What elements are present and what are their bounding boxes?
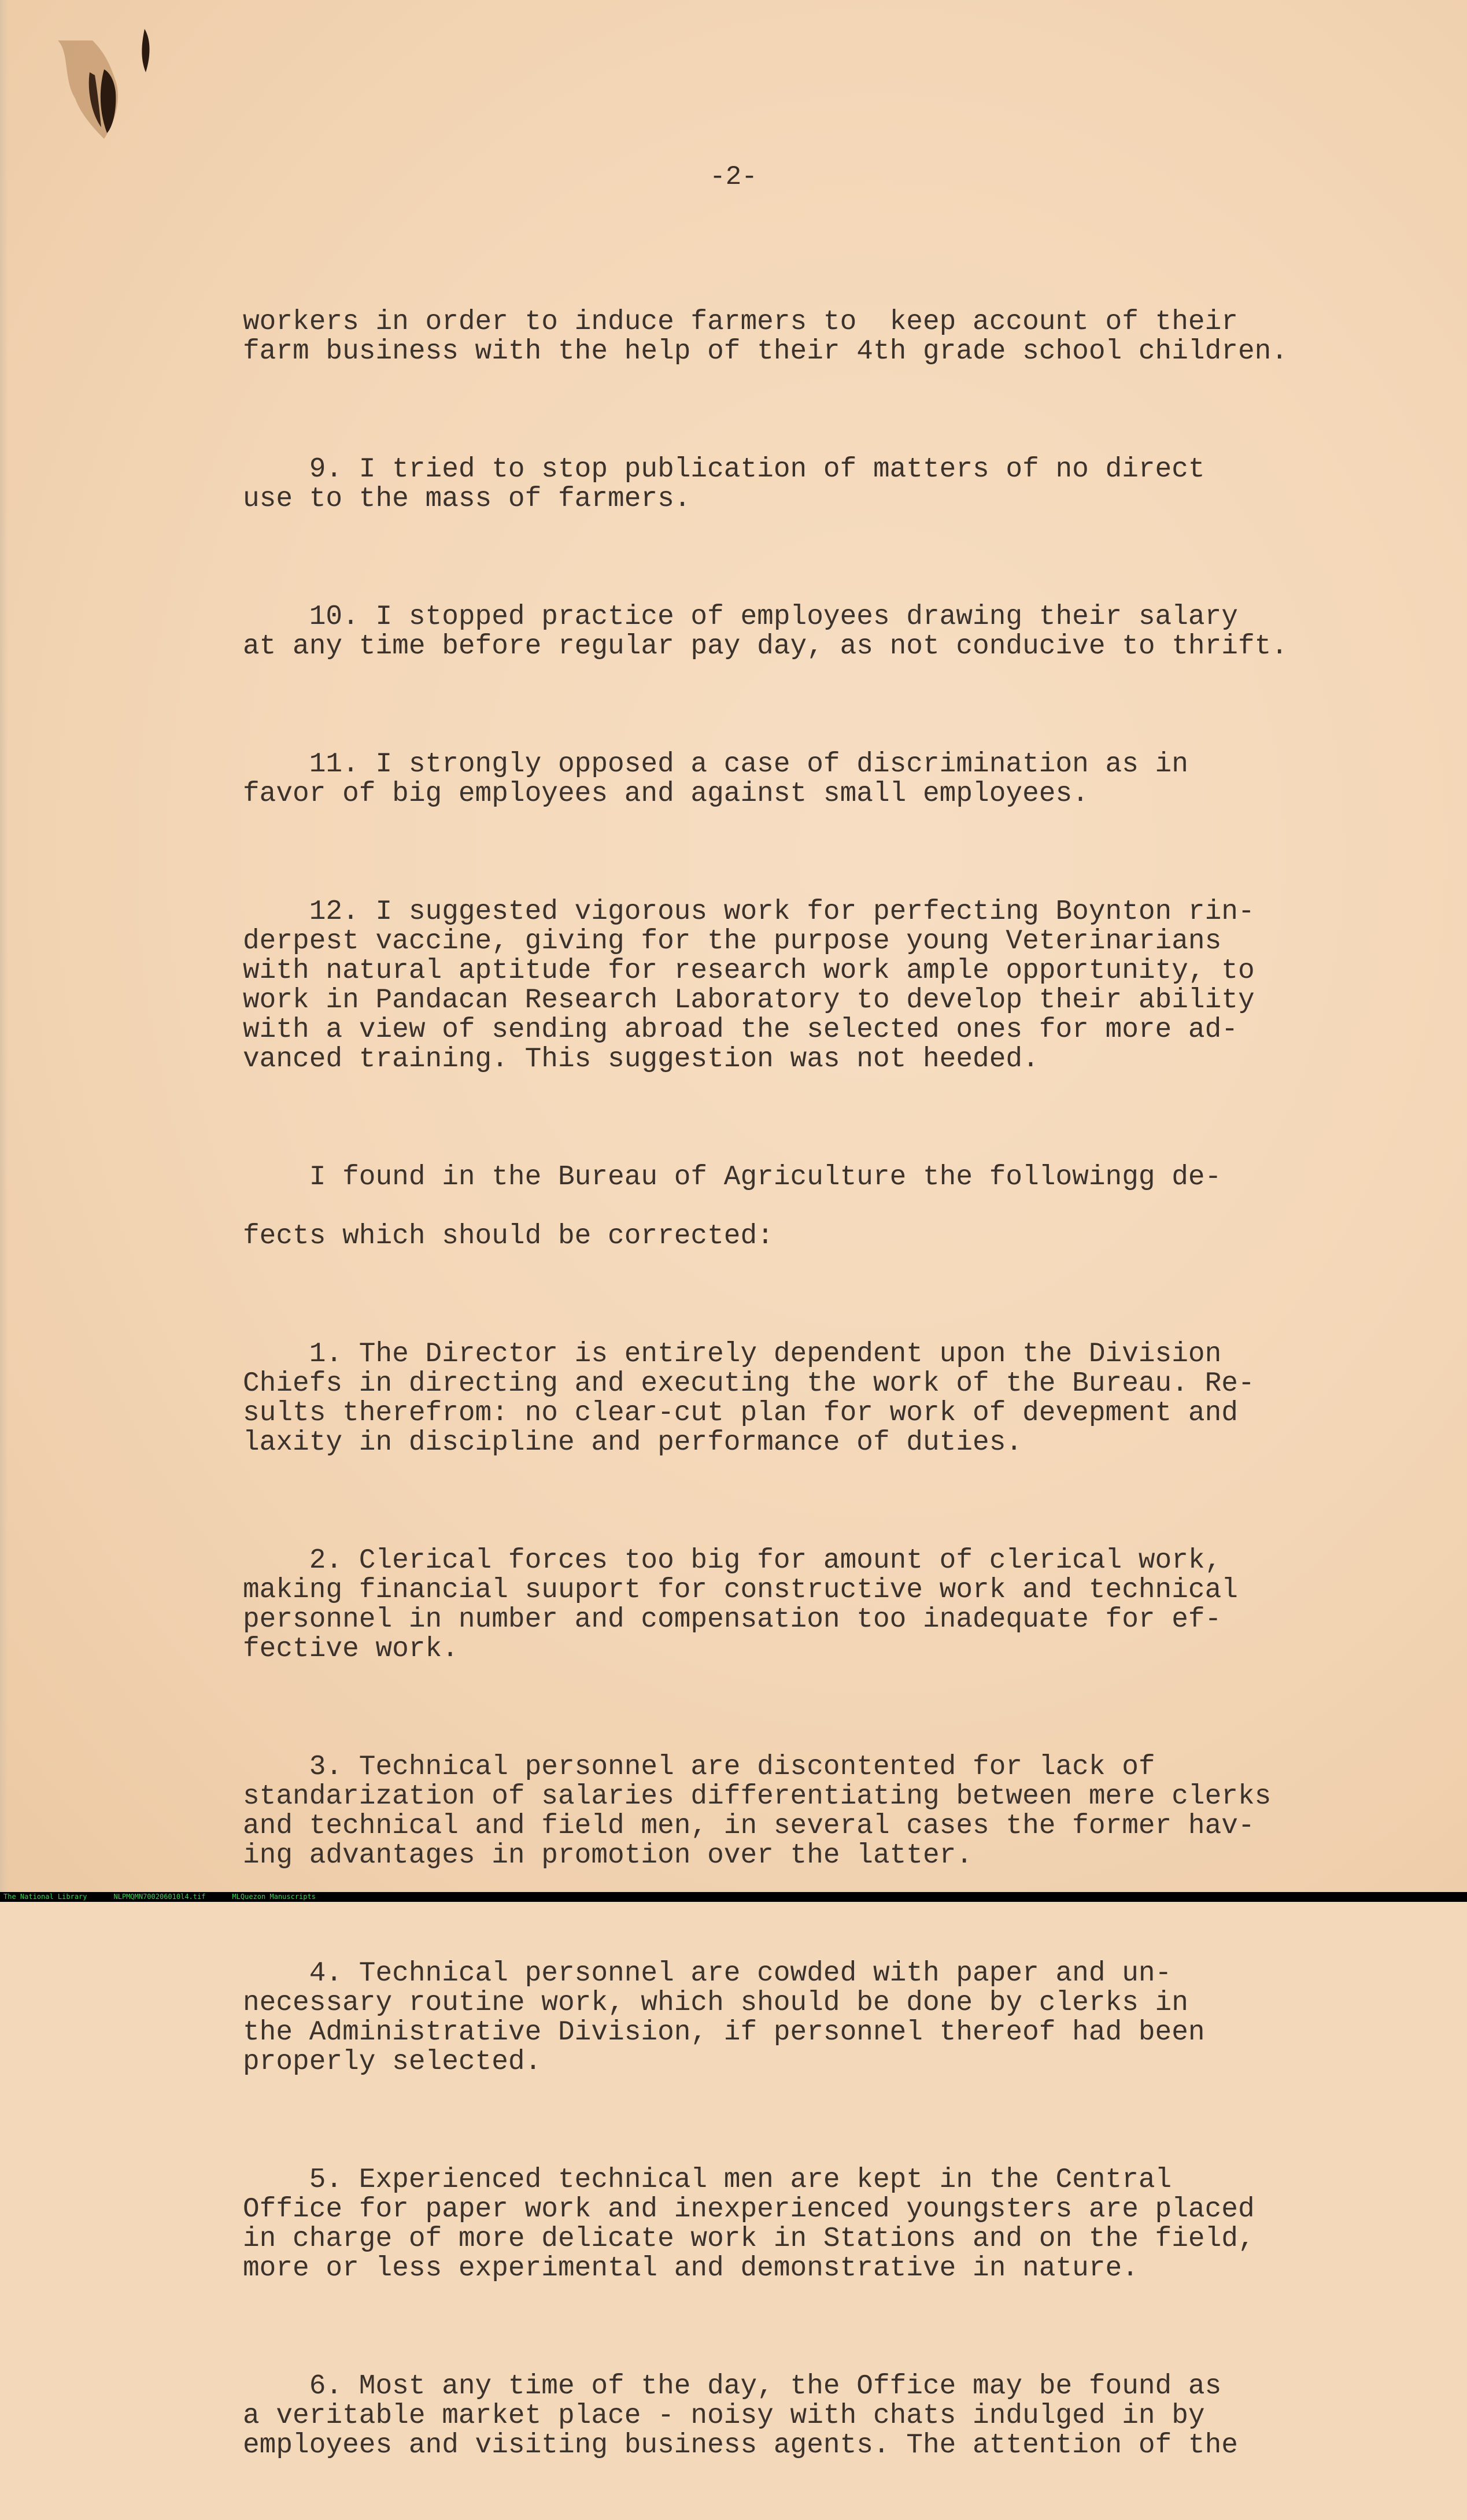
paragraph-item-10 (243, 603, 1370, 662)
text-line: in charge of more delicate work in Stations and on the field, (243, 2223, 1255, 2255)
text-line: fective work. (243, 1634, 459, 1665)
text-line: 1. The Director is entirely dependent upon the Division (243, 1339, 1222, 1370)
paragraph-defect-4 (243, 1959, 1370, 2077)
text-line: 5. Experienced technical men are kept in the Central (243, 2164, 1172, 2196)
text-line: with natural aptitude for research work ample opportunity, to (243, 955, 1255, 986)
text-line: work in Pandacan Research Laboratory to develop their ability (243, 985, 1255, 1016)
footer-file-id: NLPMQMN700206010l4.tif (113, 1893, 206, 1901)
text-line: workers in order to induce farmers to keep account of their (243, 306, 1238, 338)
text-line: 6. Most any time of the day, the Office may be found as (243, 2371, 1222, 2402)
paragraph-continuation (243, 308, 1370, 367)
text-line: properly selected. (243, 2046, 542, 2078)
text-line (243, 1192, 1370, 1222)
page-left-edge (0, 0, 8, 1892)
text-line: sults therefrom: no clear-cut plan for work of devepment and (243, 1398, 1238, 1429)
text-line: personnel in number and compensation too inadequate for ef- (243, 1604, 1222, 1635)
text-line: and technical and field men, in several cases the former hav- (243, 1810, 1255, 1842)
text-line: vanced training. This suggestion was not heeded. (243, 1044, 1039, 1075)
text-line: making financial suuport for constructive work and technical (243, 1575, 1238, 1606)
paragraph-defect-6 (243, 2372, 1370, 2460)
text-line: laxity in discipline and performance of duties. (243, 1427, 1023, 1458)
paragraph-item-9 (243, 455, 1370, 514)
text-line: 2. Clerical forces too big for amount of clerical work, (243, 1545, 1222, 1576)
text-line: 4. Technical personnel are cowded with paper and un- (243, 1958, 1172, 1989)
footer-library: The National Library (3, 1893, 87, 1901)
text-line: fects which should be corrected: (243, 1221, 774, 1252)
text-line: with a view of sending abroad the selected ones for more ad- (243, 1014, 1238, 1045)
footer-collection: MLQuezon Manuscripts (232, 1893, 316, 1901)
paragraph-defect-3 (243, 1753, 1370, 1871)
text-line: 9. I tried to stop publication of matters of no direct (243, 454, 1205, 485)
text-line: use to the mass of farmers. (243, 483, 691, 515)
burn-mark-icon (35, 17, 168, 150)
page-number: -2- (710, 162, 757, 192)
text-line: necessary routine work, which should be done by clerks in (243, 1987, 1188, 2019)
text-line: favor of big employees and against small employees. (243, 778, 1089, 810)
text-line: the Administrative Division, if personnel thereof had been (243, 2017, 1205, 2048)
text-line: Office for paper work and inexperienced youngsters are placed (243, 2194, 1255, 2225)
letter-body (243, 249, 1370, 2519)
paragraph-item-12 (243, 897, 1370, 1074)
text-line: ing advantages in promotion over the latter. (243, 1840, 973, 1871)
paragraph-defects-intro (243, 1163, 1370, 1251)
text-line: farm business with the help of their 4th grade school children. (243, 336, 1288, 367)
text-line: 12. I suggested vigorous work for perfecting Boynton rin- (243, 896, 1255, 928)
text-line: employees and visiting business agents. The attention of the (243, 2430, 1238, 2461)
text-line: derpest vaccine, giving for the purpose young Veterinarians (243, 926, 1222, 957)
text-line: at any time before regular pay day, as not conducive to thrift. (243, 631, 1288, 662)
text-line: Chiefs in directing and executing the work of the Bureau. Re- (243, 1368, 1255, 1399)
paragraph-defect-2 (243, 1546, 1370, 1664)
text-line: 10. I stopped practice of employees drawing their salary (243, 601, 1238, 633)
paragraph-defect-1 (243, 1340, 1370, 1458)
paragraph-item-11 (243, 750, 1370, 809)
text-line: I found in the Bureau of Agriculture the followingg de- (243, 1162, 1222, 1193)
text-line: 3. Technical personnel are discontented for lack of (243, 1752, 1155, 1783)
text-line: standarization of salaries differentiating between mere clerks (243, 1781, 1272, 1812)
archive-footer-bar (0, 1892, 1467, 1902)
text-line: a veritable market place - noisy with chats indulged in by (243, 2400, 1205, 2432)
text-line: more or less experimental and demonstrative in nature. (243, 2253, 1139, 2284)
paragraph-defect-5 (243, 2166, 1370, 2283)
text-line: 11. I strongly opposed a case of discrimination as in (243, 749, 1188, 780)
